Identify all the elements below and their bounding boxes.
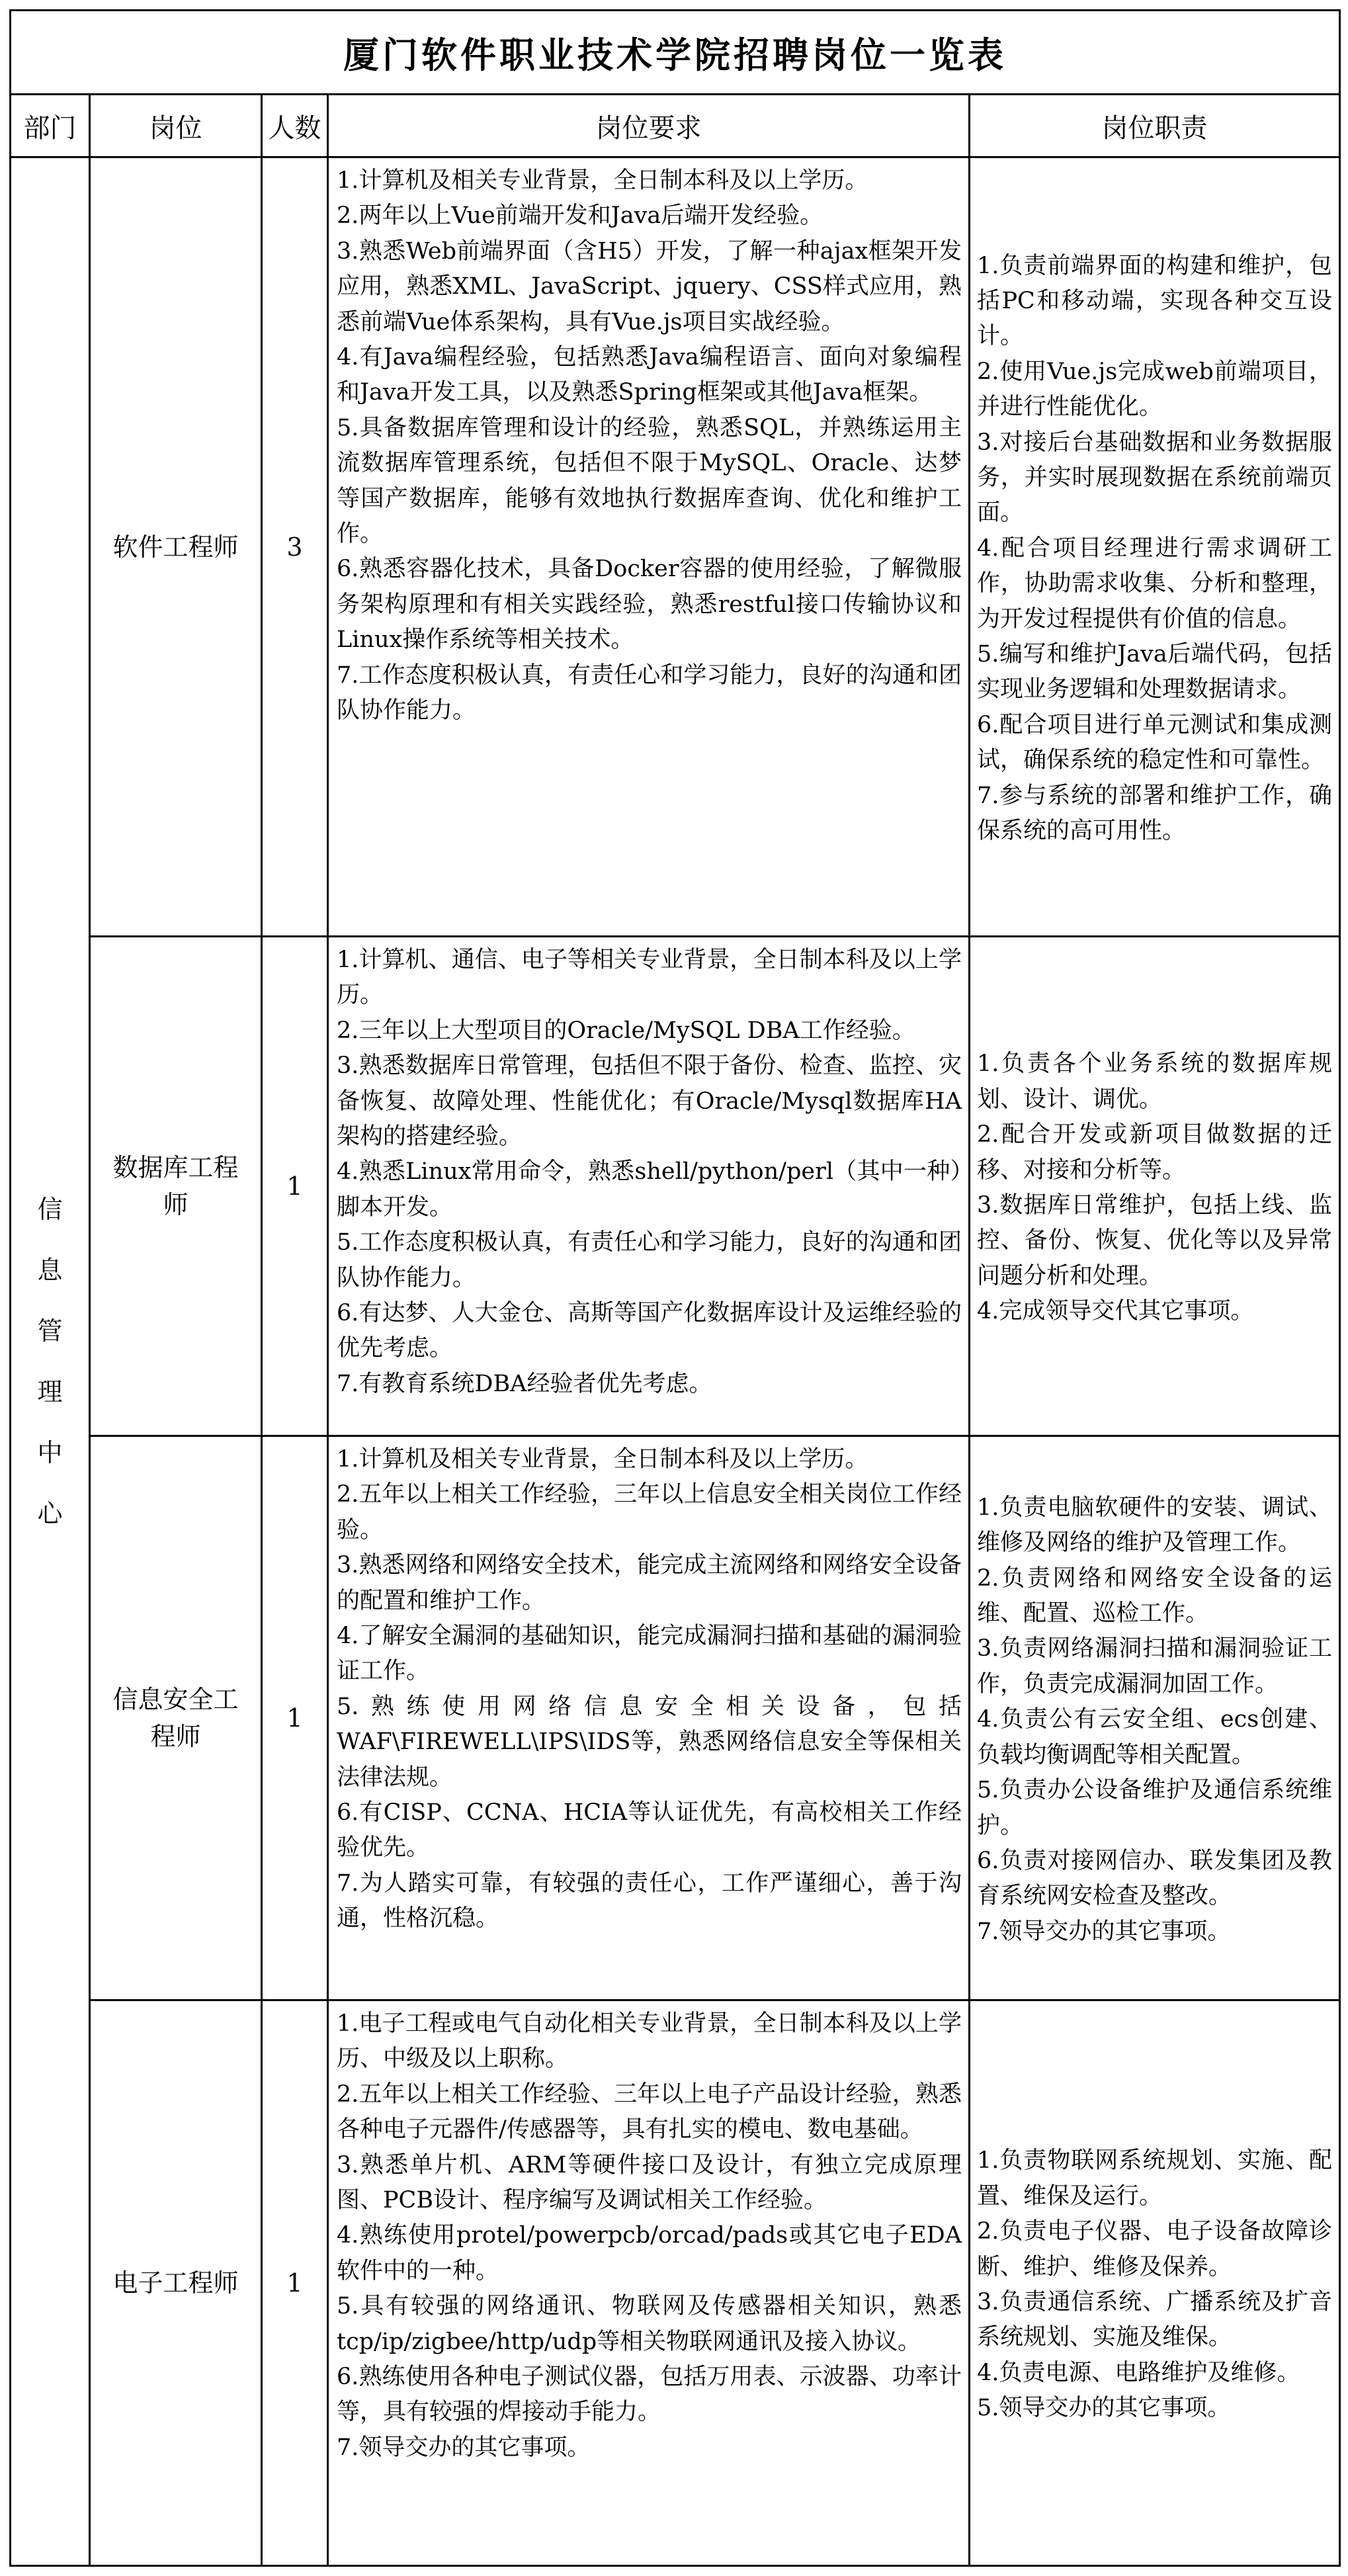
duty-item: 4.负责公有云安全组、ecs创建、负载均衡调配等相关配置。 — [977, 1706, 1333, 1768]
headcount: 1 — [262, 937, 328, 1436]
headcount: 1 — [262, 2000, 328, 2566]
requirement-item: 5.具有较强的网络通讯、物联网及传感器相关知识，熟悉tcp/ip/zigbee/http/udp等相关物联网通讯及接入协议。 — [337, 2293, 962, 2355]
duty-item: 2.配合开发或新项目做数据的迁移、对接和分析等。 — [977, 1121, 1333, 1183]
duty-item: 5.负责办公设备维护及通信系统维护。 — [977, 1777, 1333, 1839]
recruitment-sheet — [9, 9, 1339, 2567]
page-title: 厦门软件职业技术学院招聘岗位一览表 — [11, 11, 1340, 95]
table-row — [11, 937, 1340, 1436]
requirement-item: 1.计算机、通信、电子等相关专业背景，全日制本科及以上学历。 — [337, 947, 962, 1009]
duties-cell — [970, 157, 1340, 937]
position-name: 信息安全工程师 — [90, 1436, 262, 2000]
duty-item: 4.完成领导交代其它事项。 — [977, 1298, 1254, 1325]
requirement-item: 4.了解安全漏洞的基础知识，能完成漏洞扫描和基础的漏洞验证工作。 — [337, 1623, 962, 1685]
requirement-item: 4.熟悉Linux常用命令，熟悉shell/python/perl（其中一种）脚本开发。 — [337, 1158, 962, 1221]
header-position: 岗位 — [90, 95, 262, 157]
positions-table — [9, 9, 1341, 2567]
requirement-item: 7.领导交办的其它事项。 — [337, 2434, 591, 2461]
department-cell — [11, 157, 90, 2566]
requirement-item: 5.熟练使用网络信息安全相关设备，包括WAF\FIREWELL\IPS\IDS等，熟悉网络信息安全等保相关法律法规。 — [337, 1693, 962, 1791]
header-duties: 岗位职责 — [970, 95, 1340, 157]
duty-item: 2.负责电子仪器、电子设备故障诊断、维护、维修及保养。 — [977, 2218, 1333, 2280]
duty-item: 6.配合项目进行单元测试和集成测试，确保系统的稳定性和可靠性。 — [977, 711, 1333, 774]
duty-item: 4.配合项目经理进行需求调研工作，协助需求收集、分析和整理，为开发过程提供有价值的信息。 — [977, 535, 1333, 632]
duties-cell — [970, 1436, 1340, 2000]
requirement-item: 1.计算机及相关专业背景，全日制本科及以上学历。 — [337, 1446, 868, 1473]
duty-item: 1.负责各个业务系统的数据库规划、设计、调优。 — [977, 1051, 1333, 1113]
title-row — [11, 11, 1340, 95]
requirement-item: 2.五年以上相关工作经验、三年以上电子产品设计经验，熟悉各种电子元器件/传感器等，具有扎实的模电、数电基础。 — [337, 2081, 962, 2143]
requirement-item: 2.两年以上Vue前端开发和Java后端开发经验。 — [337, 202, 823, 230]
requirement-item: 4.熟练使用protel/powerpcb/orcad/pads或其它电子EDA软件中的一种。 — [337, 2222, 962, 2284]
duty-item: 3.对接后台基础数据和业务数据服务，并实时展现数据在系统前端页面。 — [977, 429, 1333, 527]
requirement-item: 6.熟练使用各种电子测试仪器，包括万用表、示波器、功率计等，具有较强的焊接动手能力。 — [337, 2364, 962, 2426]
header-count: 人数 — [262, 95, 328, 157]
requirements-cell — [328, 157, 970, 937]
requirement-item: 2.三年以上大型项目的Oracle/MySQL DBA工作经验。 — [337, 1017, 915, 1044]
position-name: 软件工程师 — [90, 157, 262, 937]
department-name: 信息管理中心 — [37, 1195, 63, 1528]
headcount: 1 — [262, 1436, 328, 2000]
table-row — [11, 2000, 1340, 2566]
requirements-cell — [328, 937, 970, 1436]
duty-item: 1.负责前端界面的构建和维护，包括PC和移动端，实现各种交互设计。 — [977, 252, 1333, 350]
requirement-item: 4.有Java编程经验，包括熟悉Java编程语言、面向对象编程和Java开发工具，以及熟悉Spring框架或其他Java框架。 — [337, 344, 962, 406]
requirement-item: 5.工作态度积极认真，有责任心和学习能力，良好的沟通和团队协作能力。 — [337, 1229, 962, 1291]
requirement-item: 1.电子工程或电气自动化相关专业背景，全日制本科及以上学历、中级及以上职称。 — [337, 2010, 962, 2073]
requirement-item: 7.为人踏实可靠，有较强的责任心，工作严谨细心，善于沟通，性格沉稳。 — [337, 1869, 962, 1932]
requirement-item: 6.熟悉容器化技术，具备Docker容器的使用经验，了解微服务架构原理和有相关实践经验，熟悉restful接口传输协议和Linux操作系统等相关技术。 — [337, 556, 962, 654]
requirement-item: 7.工作态度积极认真，有责任心和学习能力，良好的沟通和团队协作能力。 — [337, 662, 962, 724]
requirement-item: 7.有教育系统DBA经验者优先考虑。 — [337, 1370, 712, 1397]
header-requirements: 岗位要求 — [328, 95, 970, 157]
duty-item: 3.负责网络漏洞扫描和漏洞验证工作，负责完成漏洞加固工作。 — [977, 1635, 1333, 1697]
duty-item: 3.负责通信系统、广播系统及扩音系统规划、实施及维保。 — [977, 2289, 1333, 2351]
requirement-item: 3.熟悉Web前端界面（含H5）开发，了解一种ajax框架开发应用，熟悉XML、JavaScript、jquery、CSS样式应用，熟悉前端Vue体系架构，具有Vue.js项目实战经验。 — [337, 237, 962, 335]
duty-item: 3.数据库日常维护，包括上线、监控、备份、恢复、优化等以及异常问题分析和处理。 — [977, 1192, 1333, 1289]
duty-item: 2.负责网络和网络安全设备的运维、配置、巡检工作。 — [977, 1565, 1333, 1627]
duty-item: 4.负责电源、电路维护及维修。 — [977, 2359, 1300, 2386]
requirement-item: 3.熟悉单片机、ARM等硬件接口及设计，有独立完成原理图、PCB设计、程序编写及调试相关工作经验。 — [337, 2151, 962, 2214]
duty-item: 1.负责电脑软硬件的安装、调试、维修及网络的维护及管理工作。 — [977, 1494, 1333, 1557]
duty-item: 6.负责对接网信办、联发集团及教育系统网安检查及整改。 — [977, 1847, 1333, 1910]
duty-item: 2.使用Vue.js完成web前端项目，并进行性能优化。 — [977, 358, 1333, 421]
requirement-item: 5.具备数据库管理和设计的经验，熟悉SQL，并熟练运用主流数据库管理系统，包括但不限于MySQL、Oracle、达梦等国产数据库，能够有效地执行数据库查询、优化和维护工作。 — [337, 414, 962, 548]
position-name: 电子工程师 — [90, 2000, 262, 2566]
position-name: 数据库工程师 — [90, 937, 262, 1436]
requirement-item: 2.五年以上相关工作经验，三年以上信息安全相关岗位工作经验。 — [337, 1481, 962, 1543]
requirement-item: 1.计算机及相关专业背景，全日制本科及以上学历。 — [337, 167, 868, 194]
requirements-cell — [328, 1436, 970, 2000]
header-row — [11, 95, 1340, 157]
requirements-cell — [328, 2000, 970, 2566]
duties-cell — [970, 2000, 1340, 2566]
headcount: 3 — [262, 157, 328, 937]
header-department: 部门 — [11, 95, 90, 157]
duty-item: 5.领导交办的其它事项。 — [977, 2395, 1231, 2422]
requirement-item: 6.有CISP、CCNA、HCIA等认证优先，有高校相关工作经验优先。 — [337, 1799, 962, 1862]
table-row — [11, 157, 1340, 937]
duty-item: 5.编写和维护Java后端代码，包括实现业务逻辑和处理数据请求。 — [977, 641, 1333, 703]
duty-item: 7.领导交办的其它事项。 — [977, 1918, 1231, 1945]
requirement-item: 3.熟悉数据库日常管理，包括但不限于备份、检查、监控、灾备恢复、故障处理、性能优化；有Oracle/Mysql数据库HA架构的搭建经验。 — [337, 1052, 962, 1150]
table-row — [11, 1436, 1340, 2000]
duty-item: 7.参与系统的部署和维护工作，确保系统的高可用性。 — [977, 782, 1333, 845]
duties-cell — [970, 937, 1340, 1436]
duty-item: 1.负责物联网系统规划、实施、配置、维保及运行。 — [977, 2147, 1333, 2210]
requirement-item: 3.熟悉网络和网络安全技术，能完成主流网络和网络安全设备的配置和维护工作。 — [337, 1552, 962, 1614]
requirement-item: 6.有达梦、人大金仓、高斯等国产化数据库设计及运维经验的优先考虑。 — [337, 1300, 962, 1362]
